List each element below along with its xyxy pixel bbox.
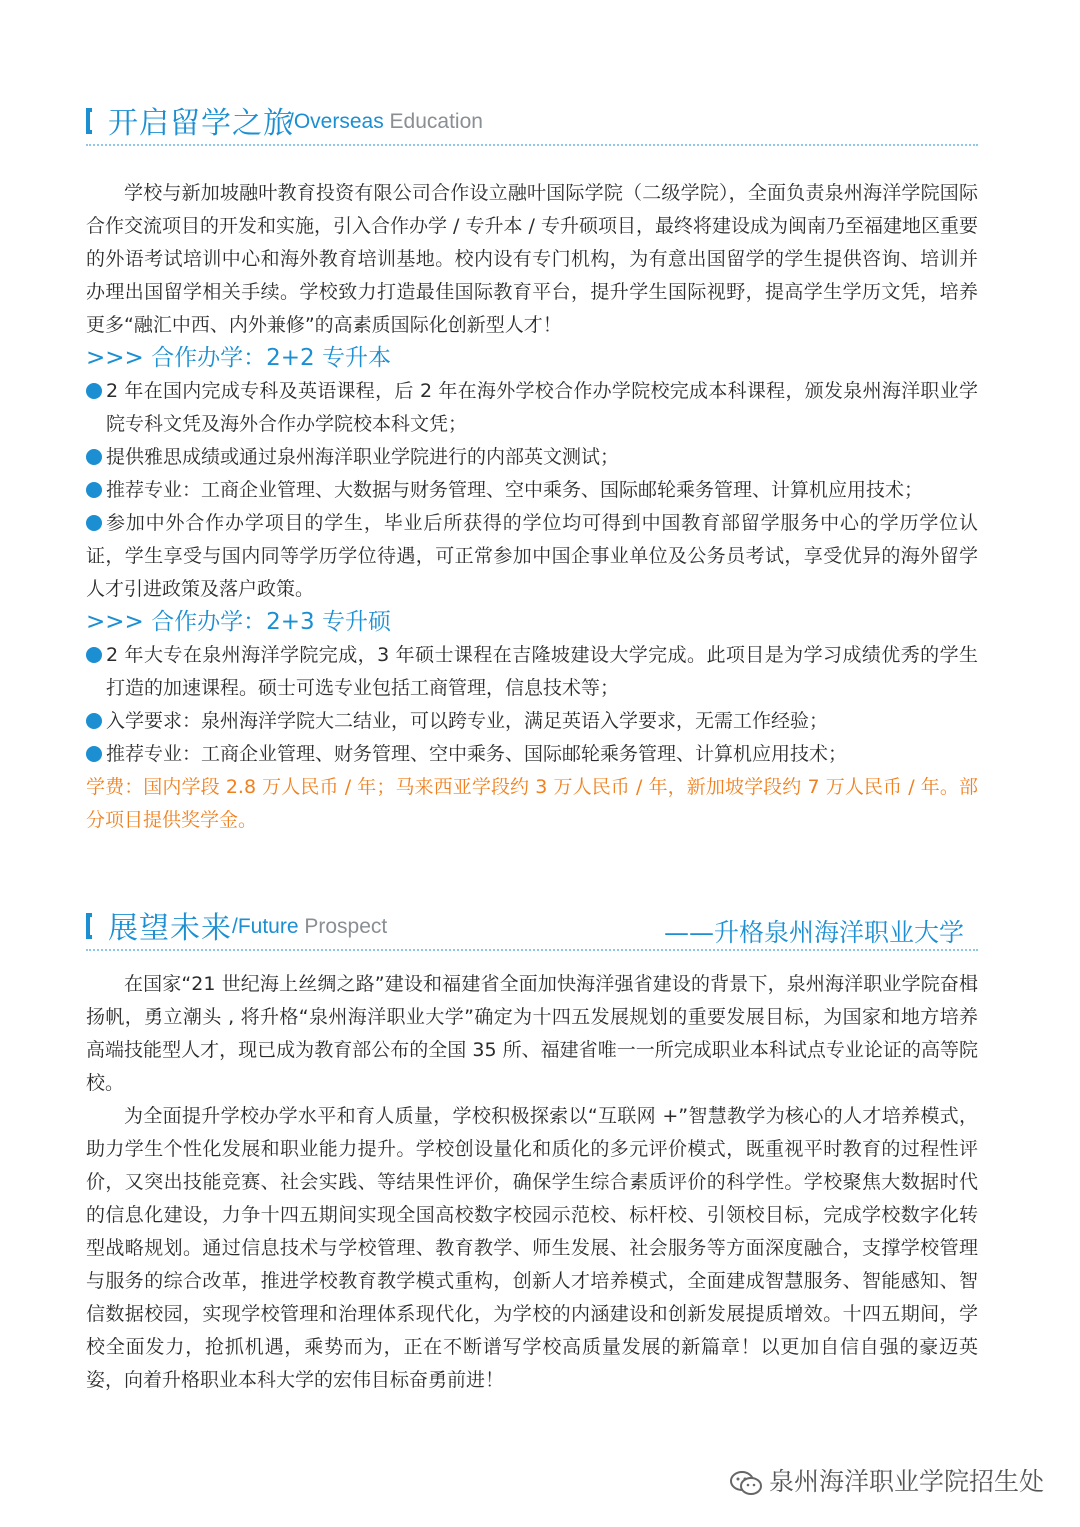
future-paragraph-1: 在国家“21 世纪海上丝绸之路”建设和福建省全面加快海洋强省建设的背景下，泉州海洋职业学院奋楫扬帆，勇立潮头 , 将升格“泉州海洋职业大学”确定为十四五发展规划的重要发展目标，为国家和地方培养高端技能型人才，现已成为教育部公布的全国 35 所、福建省唯一一所完成职业本科试点专业论证的高等院校。 [86, 973, 978, 1094]
bullet-dot-icon [86, 515, 102, 531]
subheading-2plus2: >>> 合作办学：2+2 专升本 [86, 345, 391, 371]
bracket-mark [86, 108, 92, 134]
section-body-future [86, 968, 978, 1397]
list-item: 提供雅思成绩或通过泉州海洋职业学院进行的内部英文测试； [86, 441, 978, 474]
bullet-dot-icon [86, 482, 102, 498]
list-item: 推荐专业：工商企业管理、大数据与财务管理、空中乘务、国际邮轮乘务管理、计算机应用技术； [86, 474, 978, 507]
section-title-cn: 开启留学之旅 [108, 106, 294, 141]
list-item: 入学要求：泉州海洋学院大二结业，可以跨专业，满足英语入学要求，无需工作经验； [86, 705, 978, 738]
future-paragraph-2: 为全面提升学校办学水平和育人质量，学校积极探索以“互联网 +”智慧教学为核心的人才培养模式，助力学生个性化发展和职业能力提升。学校创设量化和质化的多元评价模式，既重视平时教育的过程性评价，又突出技能竞赛、社会实践、等结果性评价，确保学生综合素质评价的科学性。学校聚焦大数据时代的信息化建设，力争十四五期间实现全国高校数字校园示范校、标杆校、引领校目标，完成学校数字化转型战略规划。通过信息技术与学校管理、教育教学、师生发展、社会服务等方面深度融合，支撑学校管理与服务的综合改革，推进学校教育教学模式重构，创新人才培养模式，全面建成智慧服务、智能感知、智信数据校园，实现学校管理和治理体系现代化，为学校的内涵建设和创新发展提质增效。十四五期间，学校全面发力，抢抓机遇，乘势而为，正在不断谱写学校高质量发展的新篇章！以更加自信自强的豪迈英姿，向着升格职业本科大学的宏伟目标奋勇前进！ [86, 1105, 978, 1391]
section-header-future [86, 905, 978, 955]
section-header-overseas [86, 100, 978, 150]
section-body-overseas [86, 177, 978, 837]
footer-watermark [729, 1462, 1044, 1498]
list-item: 推荐专业：工商企业管理、财务管理、空中乘务、国际邮轮乘务管理、计算机应用技术； [86, 738, 978, 771]
bracket-mark [86, 913, 92, 939]
footer-text: 泉州海洋职业学院招生处 [768, 1467, 1044, 1496]
dotted-divider [86, 144, 978, 146]
bullet-dot-icon [86, 746, 102, 762]
section-title-en: /Future Prospect [232, 915, 388, 938]
list-item: 2 年在国内完成专科及英语课程，后 2 年在海外学校合作办学院校完成本科课程，颁发泉州海洋职业学院专科文凭及海外合作办学院校本科文凭； [86, 375, 978, 441]
dotted-divider [86, 949, 978, 951]
section-subtitle: ——升格泉州海洋职业大学 [663, 918, 964, 947]
bullet-dot-icon [86, 713, 102, 729]
section-title-cn: 展望未来 [108, 911, 232, 946]
subheading-2plus3: >>> 合作办学：2+3 专升硕 [86, 609, 391, 635]
bullet-dot-icon [86, 449, 102, 465]
wechat-icon [729, 1470, 763, 1496]
section-title-en: /Overseas Education [288, 110, 483, 133]
tuition-fee-note: 学费：国内学段 2.8 万人民币 / 年；马来西亚学段约 3 万人民币 / 年，新加坡学段约 7 万人民币 / 年。部分项目提供奖学金。 [86, 776, 978, 831]
bullet-dot-icon [86, 383, 102, 399]
bullet-dot-icon [86, 647, 102, 663]
list-item: 2 年大专在泉州海洋学院完成，3 年硕士课程在吉隆坡建设大学完成。此项目是为学习成绩优秀的学生打造的加速课程。硕士可选专业包括工商管理，信息技术等； [86, 639, 978, 705]
intro-paragraph: 学校与新加坡融叶教育投资有限公司合作设立融叶国际学院（二级学院），全面负责泉州海洋学院国际合作交流项目的开发和实施，引入合作办学 / 专升本 / 专升硕项目，最终将建设成为闽南乃至福建地区重要的外语考试培训中心和海外教育培训基地。校内设有专门机构，为有意出国留学的学生提供咨询、培训并办理出国留学相关手续。学校致力打造最佳国际教育平台，提升学生国际视野，提高学生学历文凭，培养更多“融汇中西、内外兼修”的高素质国际化创新型人才！ [86, 182, 978, 336]
list-item: 参加中外合作办学项目的学生，毕业后所获得的学位均可得到中国教育部留学服务中心的学历学位认证，学生享受与国内同等学历学位待遇，可正常参加中国企事业单位及公务员考试，享受优异的海外留学人才引进政策及落户政策。 [86, 512, 978, 600]
